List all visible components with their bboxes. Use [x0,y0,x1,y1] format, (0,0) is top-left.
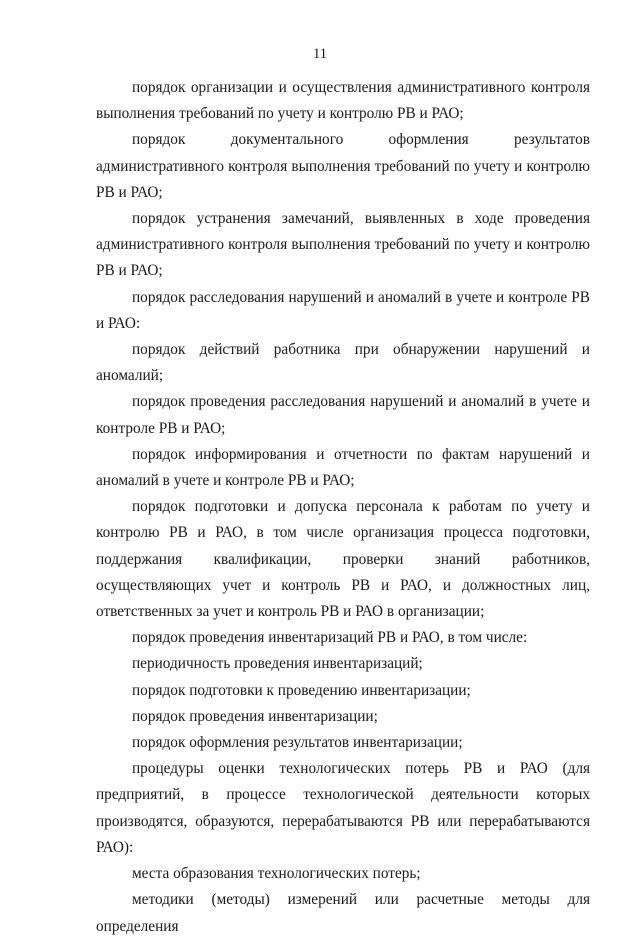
paragraph: порядок подготовки и допуска персонала к работам по учету и контролю РВ и РАО, в том числе организация процесса подготовки, поддержания квалификации, проверки знаний работников, осуществляющих учет и контроль РВ и РАО, и должностных лиц, ответственных за учет и контроль РВ и РАО в организации; [96,498,590,621]
paragraph: порядок подготовки к проведению инвентаризации; [132,681,471,699]
paragraph: места образования технологических потерь; [132,865,421,883]
paragraph: порядок проведения расследования нарушений и аномалий в учете и контроле РВ и РАО; [96,393,590,437]
paragraph: методики (методы) измерений или расчетные методы для определения [96,891,590,935]
paragraph: порядок действий работника при обнаружении нарушений и аномалий; [96,341,590,385]
paragraph: порядок проведения инвентаризации; [132,707,378,725]
paragraph: порядок устранения замечаний, выявленных в ходе проведения административного контроля выполнения требований по учету и контролю РВ и РАО; [96,210,590,280]
paragraph: порядок проведения инвентаризаций РВ и РАО, в том числе: [132,629,528,647]
paragraph: порядок расследования нарушений и аномалий в учете и контроле РВ и РАО: [96,288,590,332]
paragraph: порядок информирования и отчетности по фактам нарушений и аномалий в учете и контроле РВ и РАО; [96,445,590,490]
paragraph: порядок организации и осуществления административного контроля выполнения требований по учету и контролю РВ и РАО; [96,79,590,123]
paragraph: процедуры оценки технологических потерь РВ и РАО (для предприятий, в процессе технологической деятельности которых производятся, образуются, перерабатываются РВ или перерабатываются РАО): [96,760,590,856]
paragraph: порядок документального оформления результатов административного контроля выполнения требований по учету и контролю РВ и РАО; [96,131,590,201]
paragraph: порядок оформления результатов инвентаризации; [132,734,463,752]
paragraph: периодичность проведения инвентаризаций; [132,655,423,673]
page-number: 11 [313,46,327,62]
body-text [96,75,590,940]
